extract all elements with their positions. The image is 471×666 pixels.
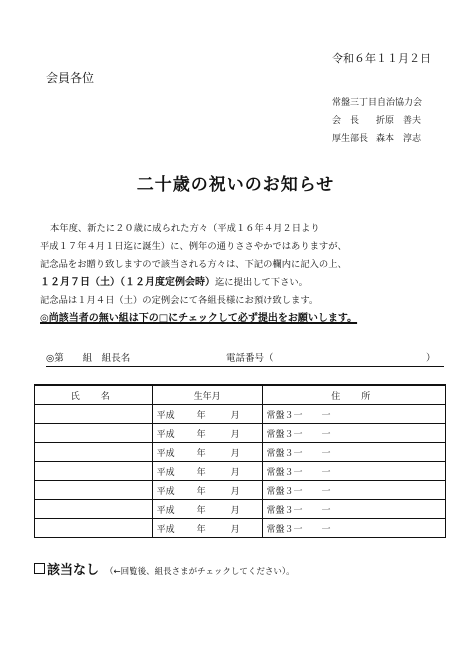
year-label: 年	[196, 486, 206, 497]
no-applicant-checkbox[interactable]	[34, 563, 45, 574]
member-table	[34, 384, 446, 538]
birth-cell[interactable]	[152, 443, 262, 462]
month-label: 月	[230, 410, 240, 421]
table-row	[35, 443, 446, 462]
no-applicant-block	[34, 559, 295, 578]
name-cell[interactable]	[35, 481, 153, 500]
year-label: 年	[196, 467, 206, 478]
notice-body	[40, 220, 440, 328]
no-applicant-label: 該当なし	[47, 563, 100, 578]
addressee: 会員各位	[46, 71, 95, 85]
address-cell[interactable]	[262, 500, 445, 519]
address-prefix: 常盤３一	[266, 467, 303, 478]
address-prefix: 常盤３一	[266, 505, 303, 516]
org-person: 折原 善夫	[376, 116, 422, 126]
era-label: 平成	[156, 429, 175, 440]
address-dash: 一	[321, 467, 331, 478]
address-prefix: 常盤３一	[266, 486, 303, 497]
address-prefix: 常盤３一	[266, 524, 303, 535]
era-label: 平成	[156, 448, 175, 459]
table-row	[35, 481, 446, 500]
year-label: 年	[196, 524, 206, 535]
table-row	[35, 405, 446, 424]
header-address: 住 所	[262, 385, 445, 405]
phone-close: ）	[426, 353, 436, 364]
table-header-row	[35, 385, 446, 405]
body-text: 迄に提出して下さい。	[215, 277, 308, 288]
table-row	[35, 424, 446, 443]
deadline: １２月７日（土）（１２月度定例会時）	[40, 277, 215, 288]
group-leader-label: ◎第 組 組長名	[46, 353, 131, 364]
org-role: 会 長	[332, 116, 360, 126]
org-person: 森本 淳志	[376, 134, 422, 144]
era-label: 平成	[156, 524, 175, 535]
birth-cell[interactable]	[152, 519, 262, 538]
organization-block	[332, 94, 422, 148]
org-role-row	[332, 130, 422, 148]
table-row	[35, 500, 446, 519]
table-row	[35, 462, 446, 481]
name-cell[interactable]	[35, 500, 153, 519]
address-cell[interactable]	[262, 405, 445, 424]
address-cell[interactable]	[262, 519, 445, 538]
address-prefix: 常盤３一	[266, 429, 303, 440]
header-birth: 生年月	[152, 385, 262, 405]
year-label: 年	[196, 505, 206, 516]
org-role-row	[332, 112, 422, 130]
birth-cell[interactable]	[152, 405, 262, 424]
month-label: 月	[230, 448, 240, 459]
organization-name: 常盤三丁目自治協力会	[332, 98, 423, 108]
month-label: 月	[230, 505, 240, 516]
body-line: 記念品は１月４日（土）の定例会にて各組長様にお預け致します。	[40, 295, 319, 306]
address-dash: 一	[321, 524, 331, 535]
body-important-note: ◎尚該当者の無い組は下の□にチェックして必ず提出をお願いします。	[40, 313, 358, 324]
address-dash: 一	[321, 448, 331, 459]
page-title: 二十歳の祝いのお知らせ	[136, 175, 335, 195]
org-role: 厚生部長	[332, 134, 369, 144]
year-label: 年	[196, 448, 206, 459]
body-line-deadline	[40, 274, 440, 292]
group-leader-line	[46, 350, 444, 367]
era-label: 平成	[156, 467, 175, 478]
era-label: 平成	[156, 505, 175, 516]
birth-cell[interactable]	[152, 500, 262, 519]
header-name: 氏 名	[35, 385, 153, 405]
birth-cell[interactable]	[152, 481, 262, 500]
body-line: 本年度、新たに２０歳に成られた方々（平成１６年４月２日より	[50, 223, 320, 234]
address-cell[interactable]	[262, 424, 445, 443]
birth-cell[interactable]	[152, 462, 262, 481]
era-label: 平成	[156, 410, 175, 421]
era-label: 平成	[156, 486, 175, 497]
month-label: 月	[230, 486, 240, 497]
month-label: 月	[230, 467, 240, 478]
address-cell[interactable]	[262, 443, 445, 462]
issue-date: 令和６年１１月２日	[332, 52, 431, 65]
address-prefix: 常盤３一	[266, 410, 303, 421]
month-label: 月	[230, 524, 240, 535]
body-line: 記念品をお贈り致しますので該当される方々は、下記の欄内に記入の上、	[40, 259, 347, 270]
no-applicant-note: （←回覧後、組長さまがチェックしてください）。	[105, 567, 295, 577]
body-line: 平成１７年４月１日迄に誕生）に、例年の通りささやかではありますが、	[40, 241, 347, 252]
table-row	[35, 519, 446, 538]
address-dash: 一	[321, 429, 331, 440]
name-cell[interactable]	[35, 424, 153, 443]
address-cell[interactable]	[262, 462, 445, 481]
address-dash: 一	[321, 410, 331, 421]
phone-label: 電話番号（	[226, 353, 274, 364]
year-label: 年	[196, 429, 206, 440]
address-prefix: 常盤３一	[266, 448, 303, 459]
name-cell[interactable]	[35, 405, 153, 424]
address-dash: 一	[321, 505, 331, 516]
name-cell[interactable]	[35, 462, 153, 481]
address-cell[interactable]	[262, 481, 445, 500]
name-cell[interactable]	[35, 443, 153, 462]
month-label: 月	[230, 429, 240, 440]
name-cell[interactable]	[35, 519, 153, 538]
year-label: 年	[196, 410, 206, 421]
birth-cell[interactable]	[152, 424, 262, 443]
address-dash: 一	[321, 486, 331, 497]
